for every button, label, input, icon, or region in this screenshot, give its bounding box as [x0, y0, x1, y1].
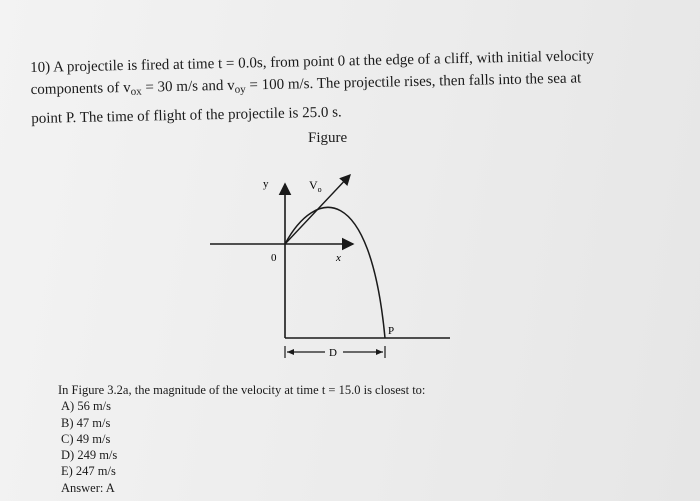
question-block: [58, 382, 425, 496]
question-prompt: In Figure 3.2a, the magnitude of the velocity at time t = 15.0 is closest to:: [58, 383, 426, 397]
answer-choices: [61, 398, 425, 496]
answer-line: Answer: A: [61, 480, 115, 495]
choice-e: E) 247 m/s: [61, 464, 116, 479]
figure-title: Figure: [308, 130, 348, 146]
point-p-label: P: [388, 325, 395, 337]
voy-subscript: oy: [234, 83, 246, 96]
vox-subscript: ox: [130, 85, 142, 98]
x-axis-label: x: [336, 252, 341, 264]
d-label: D: [329, 347, 337, 359]
problem-line-2-start: components of v: [30, 79, 131, 98]
d-arrowhead-right: [376, 349, 383, 355]
choice-d: D) 249 m/s: [61, 448, 118, 462]
problem-line-1: 10) A projectile is fired at time t = 0.0s, from point 0 at the edge of a cliff, with initial velocity: [30, 48, 595, 76]
vo-label: $V_o$: [309, 178, 322, 194]
problem-line-3: point P. The time of flight of the projectile is 25.0 s.: [31, 104, 342, 127]
choice-c: C) 49 m/s: [61, 431, 111, 446]
projectile-diagram: [205, 160, 465, 370]
y-axis-label: y: [263, 178, 269, 190]
d-arrowhead-left: [287, 349, 294, 355]
problem-statement: [30, 45, 671, 131]
trajectory-curve: [285, 207, 385, 338]
origin-label: 0: [271, 252, 277, 264]
problem-line-2-end: = 100 m/s. The projectile rises, then falls into the sea at: [245, 70, 582, 94]
choice-a: A) 56 m/s: [61, 399, 111, 414]
choice-b: B) 47 m/s: [61, 415, 111, 430]
problem-line-2-mid: = 30 m/s and v: [141, 77, 235, 96]
